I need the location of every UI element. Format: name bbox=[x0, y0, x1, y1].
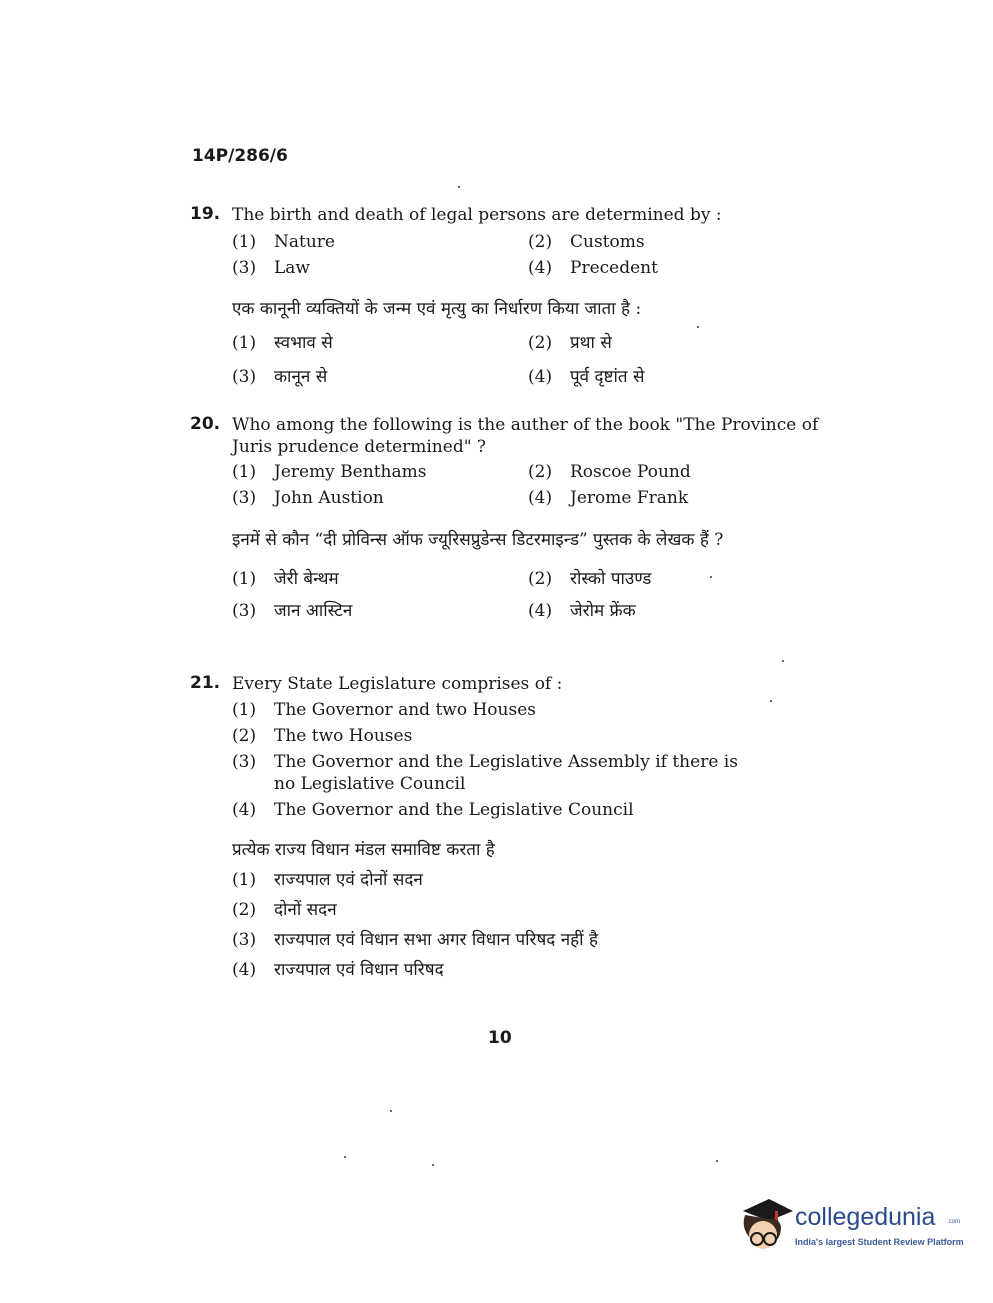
question-text-en: Who among the following is the auther of the book "The Province of Juris prudence determined" ? bbox=[232, 415, 819, 457]
option-2-hi: (2) रोस्को पाउण्ड bbox=[528, 569, 652, 589]
option-2-en: (2) Customs bbox=[528, 232, 645, 252]
page-number: 10 bbox=[488, 1028, 512, 1048]
options-hi bbox=[232, 869, 830, 981]
scan-speck bbox=[432, 1164, 434, 1166]
collegedunia-watermark bbox=[735, 1197, 965, 1259]
question-20 bbox=[190, 414, 830, 628]
question-number: 21. bbox=[190, 673, 221, 693]
scan-speck bbox=[716, 1160, 718, 1162]
question-text-hi: एक कानूनी व्यक्तियों के जन्म एवं मृत्यु का निर्धारण किया जाता है : bbox=[232, 299, 642, 319]
option-4-en: (4) The Governor and the Legislative Council bbox=[232, 800, 634, 820]
scan-speck bbox=[770, 700, 772, 702]
option-4-en: (4) Precedent bbox=[528, 258, 658, 278]
page-code: 14P/286/6 bbox=[192, 146, 288, 166]
options-en bbox=[232, 699, 752, 821]
scan-speck bbox=[390, 1110, 392, 1112]
option-3-en: (3) Law bbox=[232, 258, 310, 278]
question-text-hi: इनमें से कौन “दी प्रोविन्स ऑफ ज्यूरिसप्रुडेन्स डिटरमाइन्ड” पुस्तक के लेखक हैं ? bbox=[232, 530, 724, 550]
option-4-hi: (4) पूर्व दृष्टांत से bbox=[528, 367, 645, 387]
option-3-hi: (3) कानून से bbox=[232, 367, 328, 387]
option-2-hi: (2) प्रथा से bbox=[528, 333, 612, 353]
question-21 bbox=[190, 673, 830, 981]
option-2-en: (2) The two Houses bbox=[232, 726, 413, 746]
option-3-en: (3) John Austion bbox=[232, 488, 384, 508]
question-19 bbox=[190, 204, 830, 390]
option-1-hi: (1) जेरी बेन्थम bbox=[232, 569, 339, 589]
option-1-en: (1) Nature bbox=[232, 232, 335, 252]
scan-speck bbox=[697, 326, 699, 328]
option-1-hi: (1) स्वभाव से bbox=[232, 333, 333, 353]
option-3-en: (3) The Governor and the Legislative Assembly if there is no Legislative Council bbox=[232, 752, 738, 794]
option-2-en: (2) Roscoe Pound bbox=[528, 462, 691, 482]
option-1-hi: (1) राज्यपाल एवं दोनों सदन bbox=[232, 870, 423, 890]
option-2-hi: (2) दोनों सदन bbox=[232, 900, 337, 920]
question-number: 19. bbox=[190, 204, 221, 224]
scan-speck bbox=[344, 1156, 346, 1158]
mascot-logo-icon bbox=[735, 1197, 793, 1257]
question-number: 20. bbox=[190, 414, 221, 434]
brand-tagline: India's largest Student Review Platform bbox=[795, 1237, 964, 1247]
question-text-hi: प्रत्येक राज्य विधान मंडल समाविष्ट करता है bbox=[232, 840, 495, 860]
option-3-hi: (3) राज्यपाल एवं विधान सभा अगर विधान परिषद नहीं है bbox=[232, 930, 599, 950]
brand-name: collegedunia bbox=[795, 1203, 936, 1231]
brand-domain: .com bbox=[947, 1219, 961, 1225]
options-hi bbox=[232, 320, 830, 390]
option-1-en: (1) The Governor and two Houses bbox=[232, 700, 536, 720]
scan-speck bbox=[782, 660, 784, 662]
options-en bbox=[232, 458, 830, 514]
option-1-en: (1) Jeremy Benthams bbox=[232, 462, 427, 482]
scan-speck bbox=[458, 186, 460, 188]
options-en bbox=[232, 226, 830, 282]
question-text-en: The birth and death of legal persons are determined by : bbox=[232, 205, 722, 225]
option-4-en: (4) Jerome Frank bbox=[528, 488, 689, 508]
scan-speck bbox=[710, 576, 712, 578]
question-text-en: Every State Legislature comprises of : bbox=[232, 674, 563, 694]
options-hi bbox=[232, 552, 830, 628]
option-4-hi: (4) जेरोम फ्रेंक bbox=[528, 601, 636, 621]
option-4-hi: (4) राज्यपाल एवं विधान परिषद bbox=[232, 960, 444, 980]
option-3-hi: (3) जान आस्टिन bbox=[232, 601, 353, 621]
